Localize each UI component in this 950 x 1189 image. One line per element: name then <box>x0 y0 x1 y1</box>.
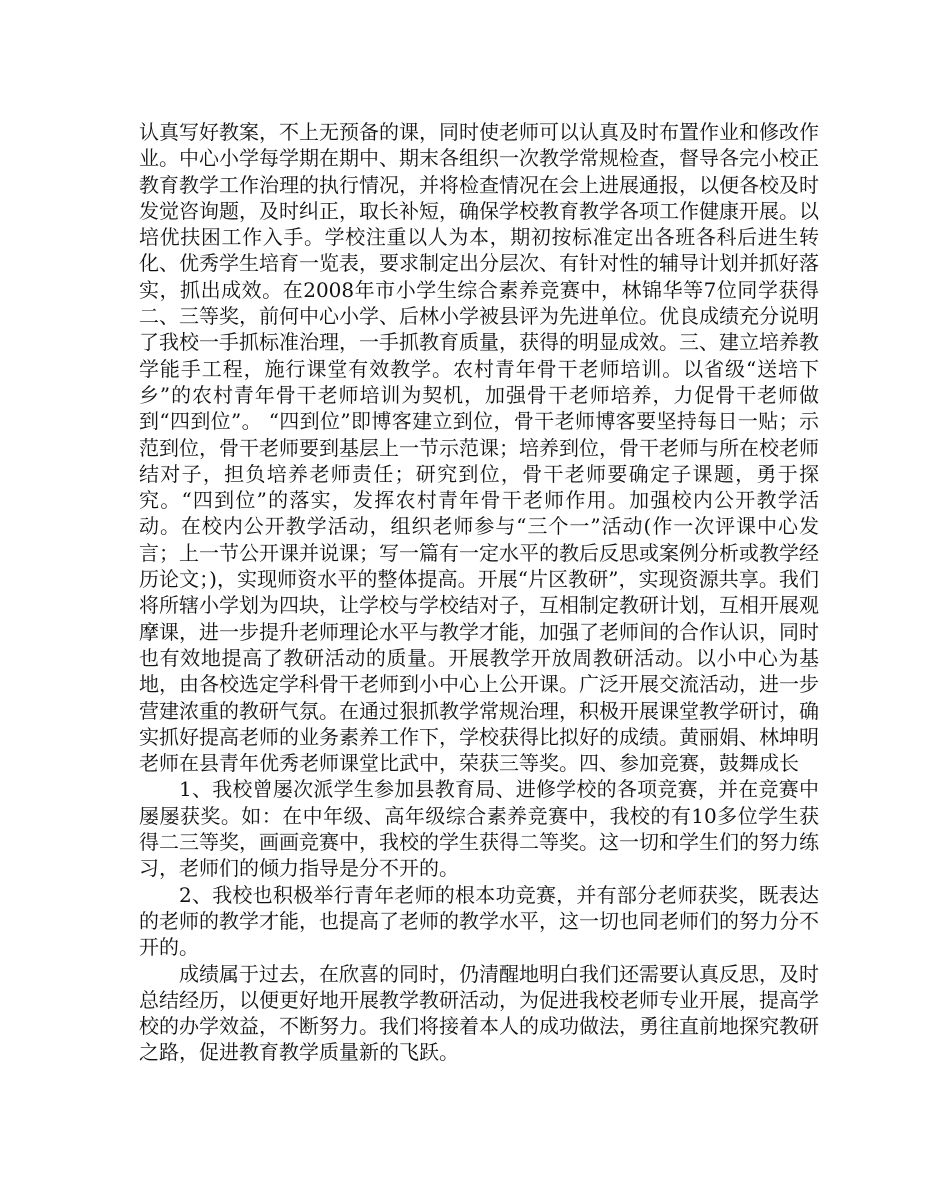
paragraph-main: 认真写好教案，不上无预备的课，同时使老师可以认真及时布置作业和修改作业。中心小学每学期在期中、期末各组织一次教学常规检查，督导各完小校正教育教学工作治理的执行情况，并将检查情况在会上进展通报，以便各校及时发觉咨询题，及时纠正，取长补短，确保学校教育教学各项工作健康开展。以培优扶困工作入手。学校注重以人为本，期初按标准定出各班各科后进生转化、优秀学生培育一览表，要求制定出分层次、有针对性的辅导计划并抓好落实，抓出成效。在2008年市小学生综合素养竞赛中，林锦华等7位同学获得二、三等奖，前何中心小学、后林小学被县评为先进单位。优良成绩充分说明了我校一手抓标准治理，一手抓教育质量，获得的明显成效。三、建立培养教学能手工程，施行课堂有效教学。农村青年骨干老师培训。以省级“送培下乡”的农村青年骨干老师培训为契机，加强骨干老师培养，力促骨干老师做到“四到位”。 “四到位”即博客建立到位，骨干老师博客要坚持每日一贴；示范到位，骨干老师要到基层上一节示范课；培养到位，骨干老师与所在校老师结对子，担负培养老师责任；研究到位，骨干老师要确定子课题，勇于探究。“四到位”的落实，发挥农村青年骨干老师作用。加强校内公开教学活动。在校内公开教学活动，组织老师参与“三个一”活动(作一次评课中心发言；上一节公开课并说课；写一篇有一定水平的教后反思或案例分析或教学经历论文；)，实现师资水平的整体提高。开展“片区教研”，实现资源共享。我们将所辖小学划为四块，让学校与学校结对子，互相制定教研计划，互相开展观摩课，进一步提升老师理论水平与教学才能，加强了老师间的合作认识，同时也有效地提高了教研活动的质量。开展教学开放周教研活动。以小中心为基地，由各校选定学科骨干老师到小中心上公开课。广泛开展交流活动，进一步营建浓重的教研气氛。在通过狠抓教学常规治理，积极开展课堂教学研讨，确实抓好提高老师的业务素养工作下，学校获得比拟好的成绩。黄丽娟、林坤明老师在县青年优秀老师课堂比武中，荣获三等奖。四、参加竞赛，鼓舞成长 <box>139 120 819 776</box>
paragraph-item-1: 1、我校曾屡次派学生参加县教育局、进修学校的各项竞赛，并在竞赛中屡屡获奖。如：在中年级、高年级综合素养竞赛中，我校的有10多位学生获得二三等奖，画画竞赛中，我校的学生获得二等奖。这一切和学生们的努力练习，老师们的倾力指导是分不开的。 <box>139 777 819 881</box>
paragraph-conclusion: 成绩属于过去，在欣喜的同时，仍清醒地明白我们还需要认真反思，及时总结经历，以便更好地开展教学教研活动，为促进我校老师专业开展，提高学校的办学效益，不断努力。我们将接着本人的成功做法，勇往直前地探究教研之路，促进教育教学质量新的飞跃。 <box>139 961 819 1065</box>
document-body <box>139 119 819 1066</box>
paragraph-item-2: 2、我校也积极举行青年老师的根本功竞赛，并有部分老师获奖，既表达的老师的教学才能，也提高了老师的教学水平，这一切也同老师们的努力分不开的。 <box>139 882 819 960</box>
